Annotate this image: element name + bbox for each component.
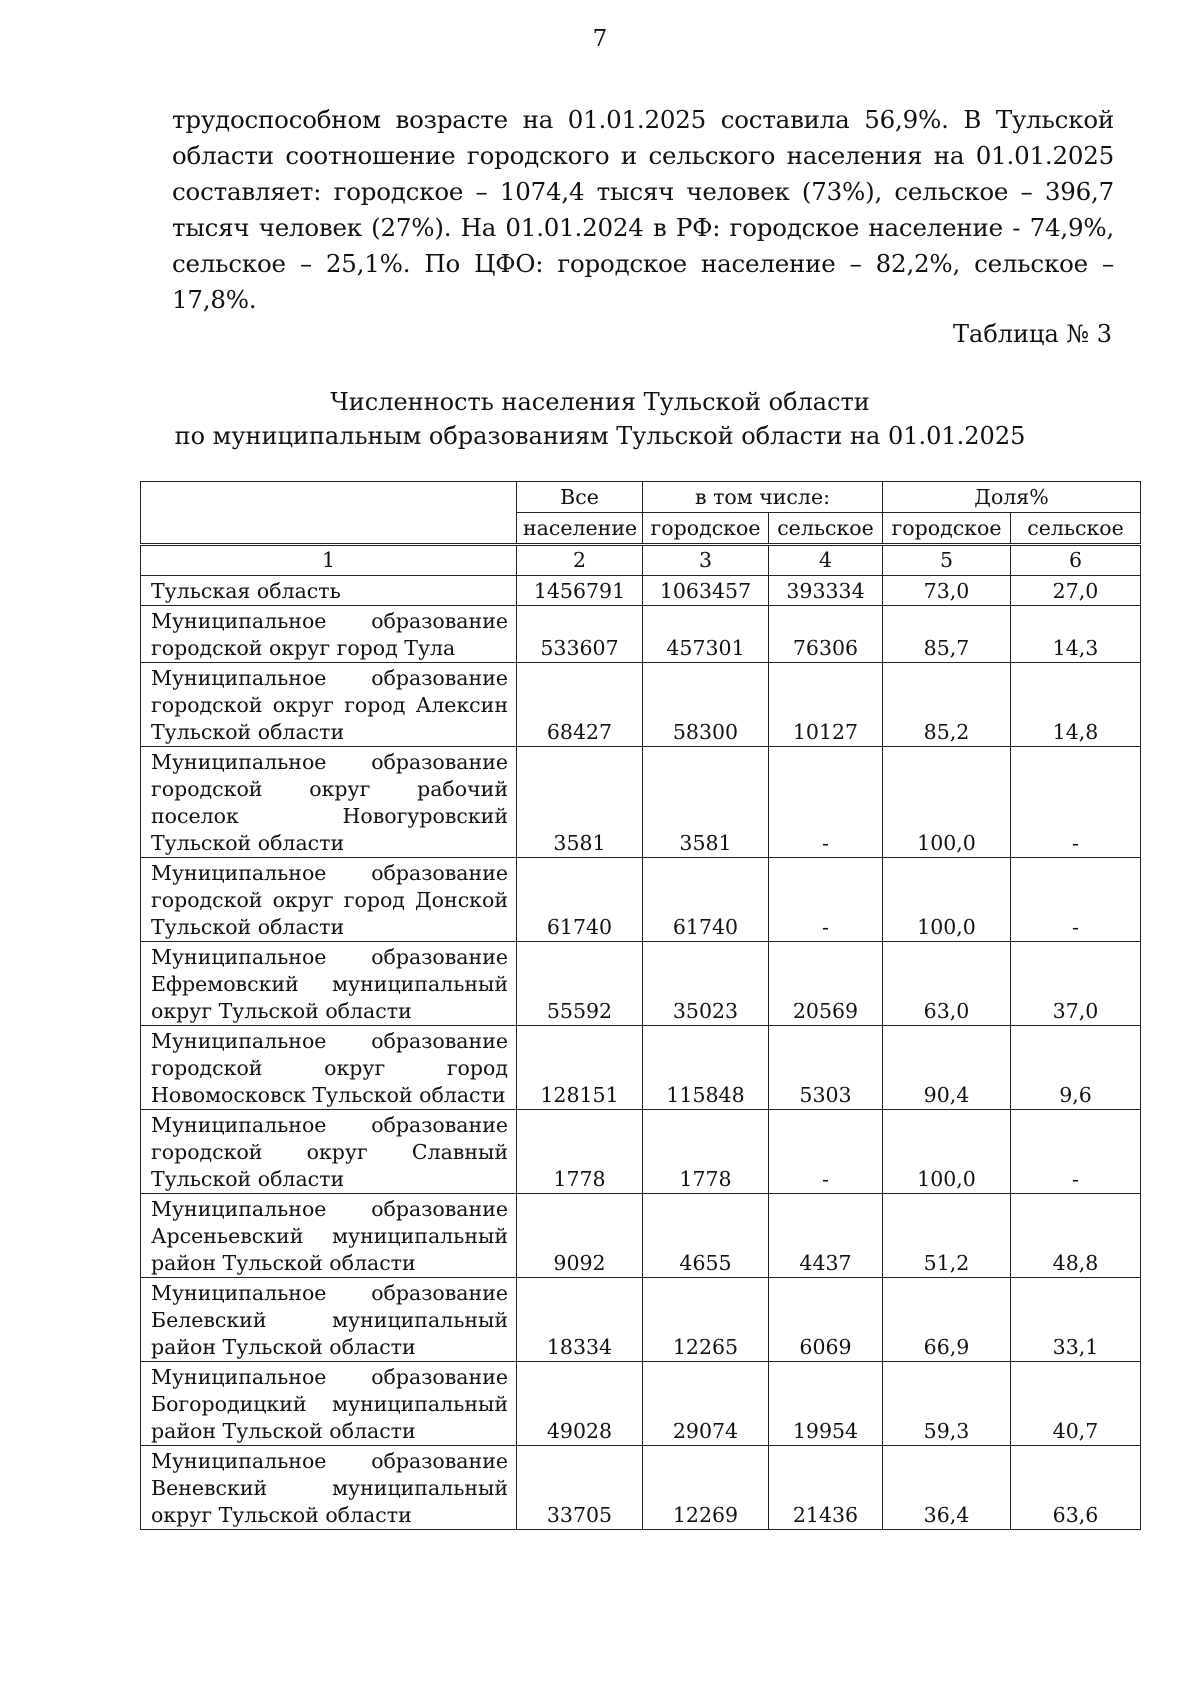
- cell-total: 128151: [517, 1026, 643, 1110]
- row-name: Муниципальное образование городской округ рабочий поселок Новогуровский Тульской области: [141, 747, 517, 858]
- cell-rural-share: 48,8: [1011, 1194, 1141, 1278]
- cell-rural-share: 9,6: [1011, 1026, 1141, 1110]
- cell-urban: 12269: [643, 1446, 769, 1530]
- table-row: [141, 858, 1141, 942]
- table-row: [141, 1026, 1141, 1110]
- table-row: [141, 942, 1141, 1026]
- cell-rural: 6069: [769, 1278, 883, 1362]
- table-row: [141, 1110, 1141, 1194]
- table-row: [141, 1362, 1141, 1446]
- table-row: [141, 1194, 1141, 1278]
- cell-total: 55592: [517, 942, 643, 1026]
- cell-urban: 29074: [643, 1362, 769, 1446]
- column-number: 1: [141, 545, 517, 576]
- cell-total: 9092: [517, 1194, 643, 1278]
- cell-rural: 20569: [769, 942, 883, 1026]
- table-title-line2: по муниципальным образованиям Тульской области на 01.01.2025: [174, 422, 1026, 450]
- table-title-line1: Численность населения Тульской области: [330, 388, 870, 416]
- column-number-row: [141, 545, 1141, 576]
- table-label: Таблица № 3: [953, 320, 1112, 348]
- cell-urban: 457301: [643, 606, 769, 663]
- header-urban-share: городское: [883, 513, 1011, 545]
- cell-urban-share: 36,4: [883, 1446, 1011, 1530]
- cell-urban: 1778: [643, 1110, 769, 1194]
- row-name: Муниципальное образование городской округ город Донской Тульской области: [141, 858, 517, 942]
- column-number: 5: [883, 545, 1011, 576]
- cell-total: 1778: [517, 1110, 643, 1194]
- cell-rural: 4437: [769, 1194, 883, 1278]
- cell-rural-share: 27,0: [1011, 576, 1141, 606]
- cell-rural: 393334: [769, 576, 883, 606]
- table-row: [141, 606, 1141, 663]
- column-number: 3: [643, 545, 769, 576]
- cell-urban-share: 73,0: [883, 576, 1011, 606]
- header-all-top: Все: [517, 482, 643, 513]
- cell-total: 3581: [517, 747, 643, 858]
- cell-urban-share: 100,0: [883, 858, 1011, 942]
- cell-rural: -: [769, 1110, 883, 1194]
- cell-urban-share: 59,3: [883, 1362, 1011, 1446]
- cell-urban-share: 66,9: [883, 1278, 1011, 1362]
- cell-total: 18334: [517, 1278, 643, 1362]
- cell-urban: 4655: [643, 1194, 769, 1278]
- cell-urban: 61740: [643, 858, 769, 942]
- cell-urban-share: 100,0: [883, 747, 1011, 858]
- column-number: 6: [1011, 545, 1141, 576]
- header-all-bottom: население: [517, 513, 643, 545]
- table-row: [141, 747, 1141, 858]
- header-including: в том числе:: [643, 482, 883, 513]
- cell-urban-share: 90,4: [883, 1026, 1011, 1110]
- cell-rural: -: [769, 747, 883, 858]
- table-row: [141, 1446, 1141, 1530]
- header-urban: городское: [643, 513, 769, 545]
- cell-urban: 58300: [643, 663, 769, 747]
- cell-urban: 115848: [643, 1026, 769, 1110]
- cell-urban-share: 85,2: [883, 663, 1011, 747]
- population-table: [140, 481, 1141, 1530]
- cell-urban: 3581: [643, 747, 769, 858]
- cell-rural-share: -: [1011, 858, 1141, 942]
- table-row: [141, 576, 1141, 606]
- cell-urban: 35023: [643, 942, 769, 1026]
- cell-urban-share: 63,0: [883, 942, 1011, 1026]
- cell-rural-share: 63,6: [1011, 1446, 1141, 1530]
- header-rural: сельское: [769, 513, 883, 545]
- column-number: 2: [517, 545, 643, 576]
- cell-rural: 21436: [769, 1446, 883, 1530]
- cell-rural-share: 33,1: [1011, 1278, 1141, 1362]
- cell-total: 1456791: [517, 576, 643, 606]
- cell-rural-share: 37,0: [1011, 942, 1141, 1026]
- row-name: Муниципальное образование городской округ Славный Тульской области: [141, 1110, 517, 1194]
- table-title: [0, 385, 1200, 453]
- cell-rural: 76306: [769, 606, 883, 663]
- row-name: Муниципальное образование Белевский муниципальный район Тульской области: [141, 1278, 517, 1362]
- cell-rural: -: [769, 858, 883, 942]
- cell-rural-share: -: [1011, 747, 1141, 858]
- row-name: Муниципальное образование городской округ город Тула: [141, 606, 517, 663]
- row-name: Муниципальное образование городской округ город Новомосковск Тульской области: [141, 1026, 517, 1110]
- intro-paragraph: [172, 102, 1114, 318]
- cell-rural-share: -: [1011, 1110, 1141, 1194]
- header-share: Доля%: [883, 482, 1141, 513]
- cell-urban-share: 85,7: [883, 606, 1011, 663]
- header-rural-share: сельское: [1011, 513, 1141, 545]
- row-name: Муниципальное образование Веневский муниципальный округ Тульской области: [141, 1446, 517, 1530]
- header-name-cell: [141, 482, 517, 545]
- header-row-1: [141, 482, 1141, 513]
- cell-rural-share: 14,3: [1011, 606, 1141, 663]
- cell-rural: 5303: [769, 1026, 883, 1110]
- cell-rural: 10127: [769, 663, 883, 747]
- cell-total: 68427: [517, 663, 643, 747]
- cell-total: 533607: [517, 606, 643, 663]
- row-name: Муниципальное образование городской округ город Алексин Тульской области: [141, 663, 517, 747]
- cell-urban-share: 100,0: [883, 1110, 1011, 1194]
- cell-urban-share: 51,2: [883, 1194, 1011, 1278]
- cell-total: 61740: [517, 858, 643, 942]
- cell-urban: 1063457: [643, 576, 769, 606]
- row-name: Муниципальное образование Ефремовский муниципальный округ Тульской области: [141, 942, 517, 1026]
- cell-urban: 12265: [643, 1278, 769, 1362]
- cell-rural: 19954: [769, 1362, 883, 1446]
- intro-text: трудоспособном возрасте на 01.01.2025 составила 56,9%. В Тульской области соотношение городского и сельского населения на 01.01.2025 составляет: городское – 1074,4 тысяч человек (73%), сельское – 396,7 тысяч человек (27%). На 01.01.2024 в РФ: городское население - 74,9%, сельское – 25,1%. По ЦФО: городское население – 82,2%, сельское – 17,8%.: [172, 105, 1114, 314]
- column-number: 4: [769, 545, 883, 576]
- row-name: Муниципальное образование Арсеньевский муниципальный район Тульской области: [141, 1194, 517, 1278]
- cell-rural-share: 40,7: [1011, 1362, 1141, 1446]
- row-name: Тульская область: [141, 576, 517, 606]
- cell-total: 33705: [517, 1446, 643, 1530]
- page-number: 7: [592, 26, 608, 52]
- table-row: [141, 663, 1141, 747]
- table-row: [141, 1278, 1141, 1362]
- row-name: Муниципальное образование Богородицкий муниципальный район Тульской области: [141, 1362, 517, 1446]
- cell-total: 49028: [517, 1362, 643, 1446]
- cell-rural-share: 14,8: [1011, 663, 1141, 747]
